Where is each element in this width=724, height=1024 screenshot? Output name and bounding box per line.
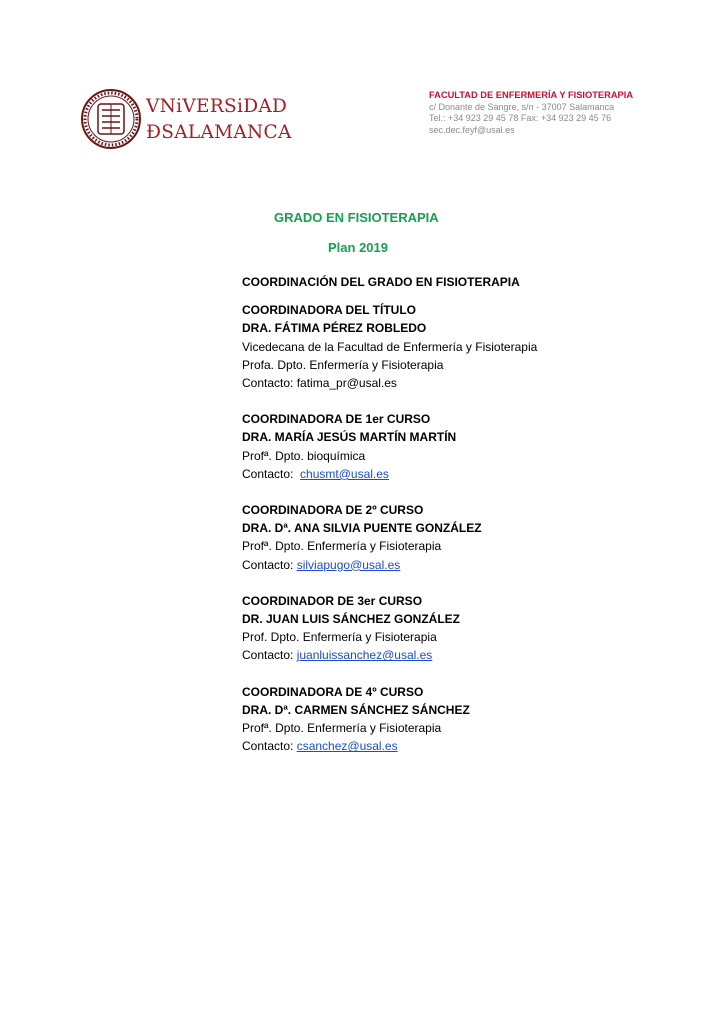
university-seal-icon bbox=[80, 88, 142, 150]
coordinator-block bbox=[242, 501, 672, 574]
faculty-phone: Tel.: +34 923 29 45 78 Fax: +34 923 29 45 76 bbox=[429, 113, 612, 123]
university-logo bbox=[80, 88, 295, 150]
logo-wordmark-line2: ÐSALAMANCA bbox=[146, 122, 292, 143]
contact-label: Contacto: bbox=[242, 648, 297, 663]
coordinator-block bbox=[242, 301, 672, 392]
coordinator-role: COORDINADORA DEL TÍTULO bbox=[242, 303, 416, 318]
coordination-content bbox=[242, 273, 672, 755]
coordinator-role: COORDINADORA DE 4º CURSO bbox=[242, 684, 424, 699]
coordinator-block bbox=[242, 410, 672, 483]
coordinator-department: Profª. Dpto. Enfermería y Fisioterapia bbox=[242, 539, 442, 554]
contact-label: Contacto: bbox=[242, 376, 297, 391]
coordinator-role: COORDINADORA DE 1er CURSO bbox=[242, 412, 431, 427]
contact-label: Contacto: bbox=[242, 739, 297, 754]
contact-email: fatima_pr@usal.es bbox=[296, 376, 397, 391]
logo-wordmark bbox=[146, 94, 292, 146]
coordinator-department: Profª. Dpto. bioquímica bbox=[242, 448, 366, 463]
faculty-address: c/ Donante de Sangre, s/n - 37007 Salamanca bbox=[429, 101, 615, 112]
email-link[interactable]: juanluissanchez@usal.es bbox=[296, 648, 433, 663]
coordinator-contact bbox=[242, 465, 672, 483]
logo-wordmark-line1: VNiVERSiDAD bbox=[146, 96, 288, 117]
coordinator-role: COORDINADORA DE 2º CURSO bbox=[242, 503, 424, 518]
coordinator-block bbox=[242, 592, 672, 665]
faculty-name: FACULTAD DE ENFERMERÍA Y FISIOTERAPIA bbox=[429, 90, 634, 100]
email-link[interactable]: csanchez@usal.es bbox=[296, 739, 398, 754]
plan-title: Plan 2019 bbox=[328, 240, 388, 255]
coordinator-role: COORDINADOR DE 3er CURSO bbox=[242, 593, 423, 608]
coordinator-position: Vicedecana de la Facultad de Enfermería y Fisioterapia bbox=[242, 339, 538, 354]
coordinator-department: Profa. Dpto. Enfermería y Fisioterapia bbox=[242, 357, 444, 372]
contact-label: Contacto: bbox=[242, 466, 301, 481]
coordinator-contact bbox=[242, 374, 672, 392]
coordinator-name: DRA. Dª. CARMEN SÁNCHEZ SÁNCHEZ bbox=[242, 702, 470, 717]
faculty-email: sec.dec.feyf@usal.es bbox=[429, 124, 515, 135]
coordinator-name: DR. JUAN LUIS SÁNCHEZ GONZÁLEZ bbox=[242, 612, 461, 627]
email-link[interactable]: chusmt@usal.es bbox=[300, 466, 389, 481]
coordinator-block bbox=[242, 683, 672, 756]
faculty-header bbox=[429, 90, 633, 136]
contact-label: Contacto: bbox=[242, 557, 297, 572]
coordinator-name: DRA. FÁTIMA PÉREZ ROBLEDO bbox=[242, 321, 427, 336]
coordinator-contact bbox=[242, 556, 672, 574]
coordinator-name: DRA. Dª. ANA SILVIA PUENTE GONZÁLEZ bbox=[242, 521, 482, 536]
coordinator-department: Profª. Dpto. Enfermería y Fisioterapia bbox=[242, 721, 442, 736]
coordinator-department: Prof. Dpto. Enfermería y Fisioterapia bbox=[242, 630, 437, 645]
section-heading: COORDINACIÓN DEL GRADO EN FISIOTERAPIA bbox=[242, 275, 520, 289]
page-title: GRADO EN FISIOTERAPIA bbox=[274, 210, 439, 225]
coordinator-name: DRA. MARÍA JESÚS MARTÍN MARTÍN bbox=[242, 430, 457, 445]
coordinator-contact bbox=[242, 646, 672, 664]
email-link[interactable]: silviapugo@usal.es bbox=[296, 557, 401, 572]
coordinator-contact bbox=[242, 737, 672, 755]
